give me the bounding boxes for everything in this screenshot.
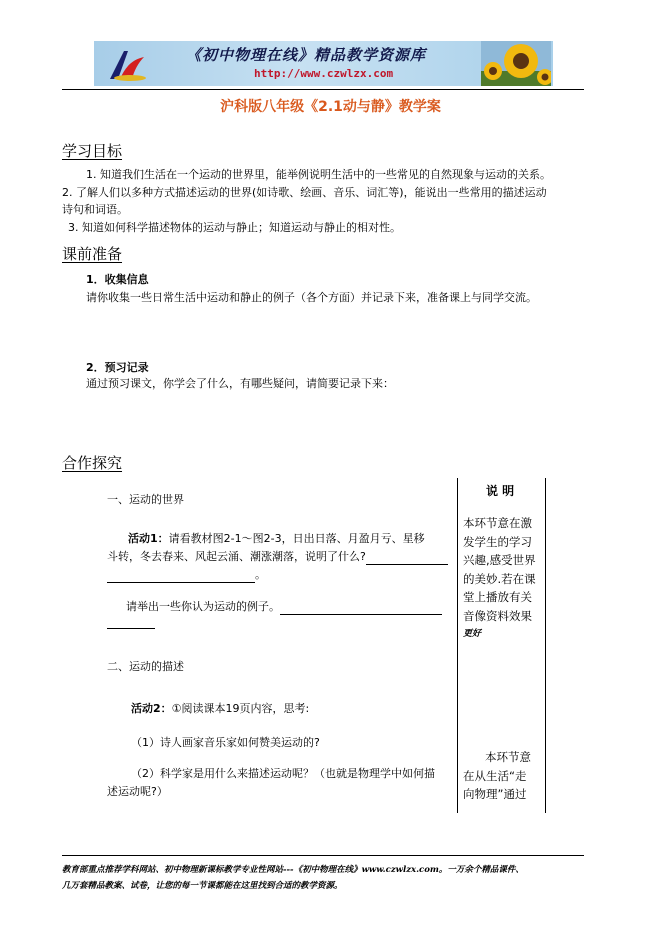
subsection-motion-description: 二、运动的描述 [107,660,184,673]
activity1-period: 。 [255,568,266,581]
goal-item-2: 2. 了解人们以多种方式描述运动的世界(如诗歌、绘画、音乐、词汇等)，能说出一些常用的描述运动 [62,186,547,199]
sidebar-note-2-line: 本环节意 [485,750,531,764]
sidebar-note-2-line: 在从生活“走 [463,768,527,783]
sidebar-note-1-line: 兴趣,感受世界 [463,553,536,567]
question-1: （1）诗人画家音乐家如何赞美运动的? [131,736,320,749]
question-2-cont: 述运动呢?） [107,785,168,798]
goal-item-3: 3. 知道如何科学描述物体的运动与静止；知道运动与静止的相对性。 [68,221,401,234]
banner-title: 《初中物理在线》精品教学资源库 [186,46,427,64]
activity2-line [131,700,309,717]
subsection-motion-world: 一、运动的世界 [107,493,184,506]
section-heading-prep: 课前准备 [62,245,123,263]
page-title: 沪科版八年级《2.1动与静》教学案 [220,99,441,115]
prep-item2-title: 2．预习记录 [86,361,149,374]
activity1-text: 请看教材图2-1～图2-3，日出日落、月盈月亏、星移 [168,532,425,545]
activity1-line1 [128,530,425,547]
examples-answer-blank-2[interactable] [107,628,155,629]
examples-prompt: 请举出一些你认为运动的例子。 [126,600,280,613]
activity1-line3 [107,566,266,583]
activity1-text-2: 斗转，冬去春来、风起云涌、潮涨潮落，说明了什么? [107,550,366,563]
sidebar-heading: 说 明 [486,484,515,498]
table-border-right [545,478,546,813]
table-divider-vertical [457,478,458,813]
activity1-answer-blank-2[interactable] [107,582,255,583]
goal-item-2-cont: 诗句和词语。 [62,203,128,216]
sidebar-note-1-line: 堂上播放有关 [463,590,532,604]
activity1-answer-blank[interactable] [366,564,448,565]
activity1-label: 活动1： [128,532,169,545]
header-divider [62,89,584,90]
question-2: （2）科学家是用什么来描述运动呢？（也就是物理学中如何描 [131,767,435,780]
site-logo-icon [104,45,148,83]
prep-item2-text: 通过预习课文，你学会了什么，有哪些疑问，请简要记录下来： [86,377,394,390]
footer-line-2: 几万套精品教案、试卷，让您的每一节课都能在这里找到合适的教学资源。 [62,881,343,891]
section-heading-coop: 合作探究 [62,454,123,472]
activity2-text: ①阅读课本19页内容，思考: [171,702,310,715]
header-banner [94,41,553,86]
sidebar-note-2 [463,748,531,804]
sidebar-note-1-line: 音像资料效果 [463,608,532,623]
sidebar-note-1-line: 的美妙.若在课 [463,571,536,586]
sidebar-note-1 [463,514,536,644]
activity1-line2 [107,548,448,565]
examples-line [126,598,442,615]
sidebar-note-2-line: 向物理”通过 [463,787,527,801]
sidebar-note-1-line: 本环节意在激 [463,516,532,530]
banner-url[interactable]: http://www.czwlzx.com [254,67,394,80]
goal-item-1: 1. 知道我们生活在一个运动的世界里，能举例说明生活中的一些常见的自然现象与运动的关系。 [86,168,551,181]
sunflower-image [481,41,551,86]
sidebar-note-1-line: 发学生的学习 [463,534,532,549]
footer-line-1: 教育部重点推荐学科网站、初中物理新课标教学专业性网站---《初中物理在线》www.czwlzx.com。一万余个精品课件、 [62,865,524,875]
footer [62,862,602,894]
section-heading-goals: 学习目标 [62,142,123,160]
prep-item1-text: 请你收集一些日常生活中运动和静止的例子（各个方面）并记录下来，准备课上与同学交流。 [86,291,537,304]
prep-item1-title: 1．收集信息 [86,273,149,286]
sidebar-note-1-last: 更好 [463,629,482,639]
examples-answer-blank[interactable] [280,614,442,615]
activity2-label: 活动2： [131,702,172,715]
footer-divider [62,855,584,856]
